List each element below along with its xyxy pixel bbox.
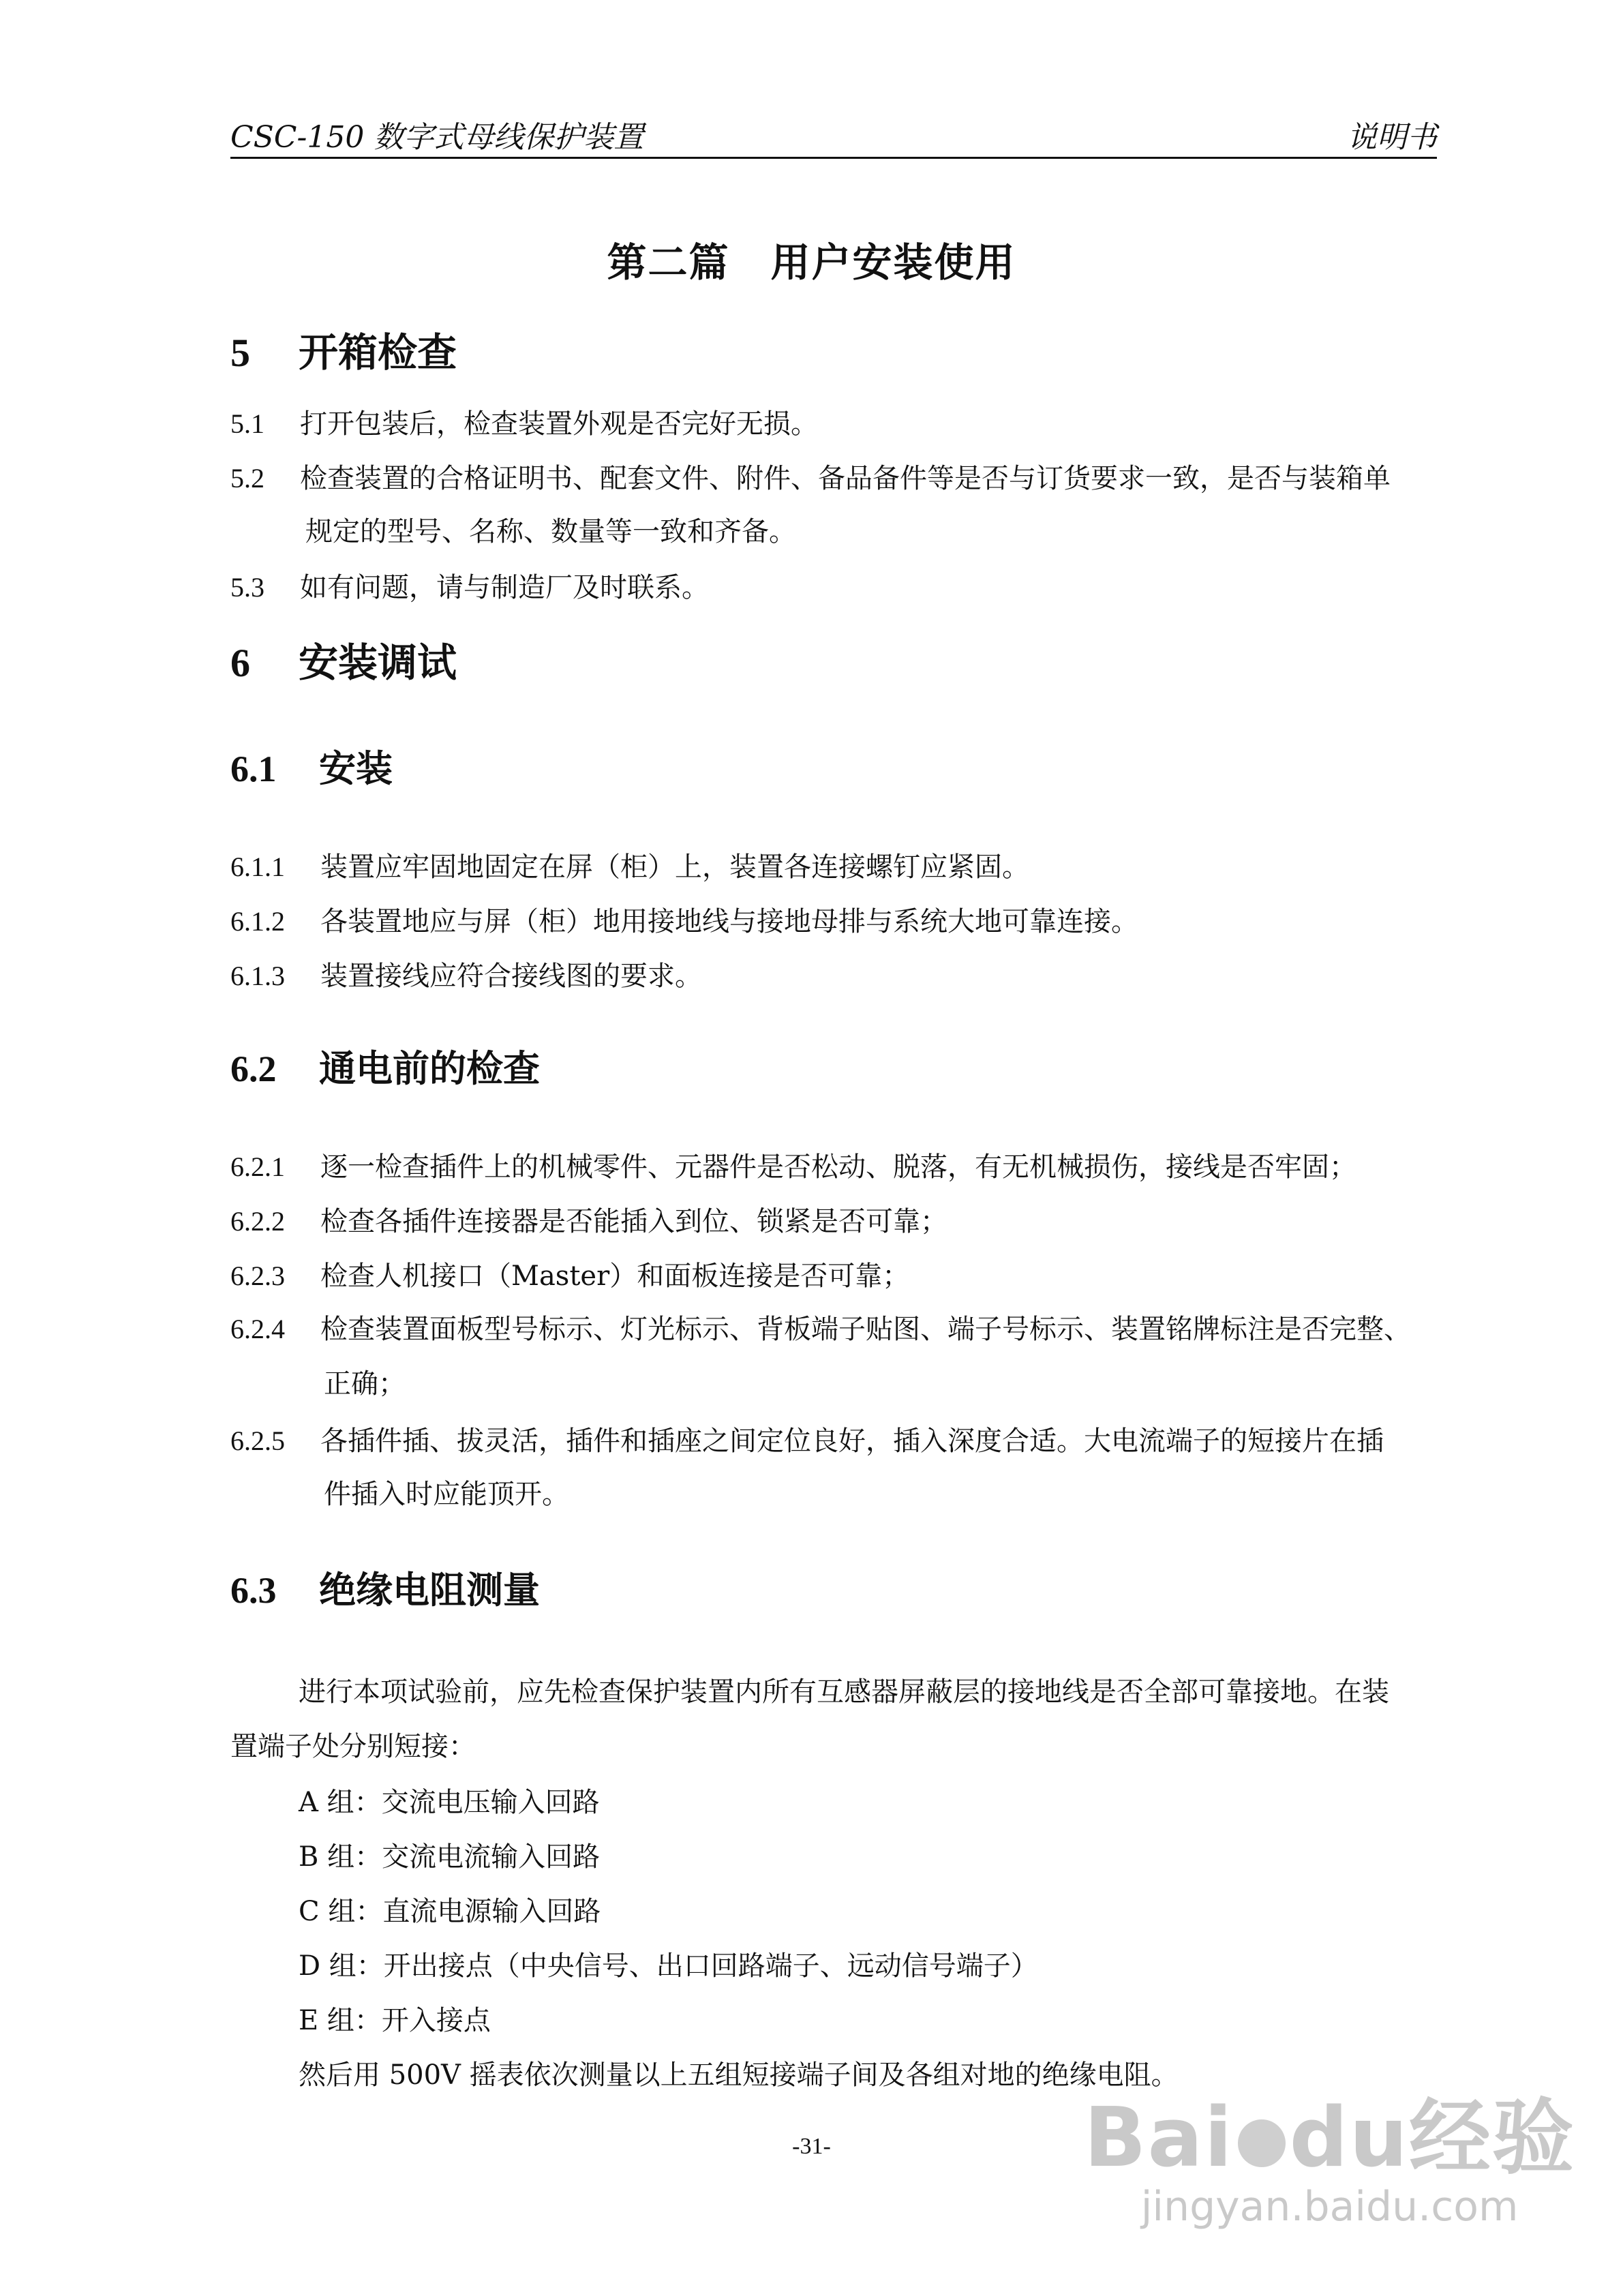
group-e: E 组：开入接点 [299,2005,491,2036]
group-a: A 组：交流电压输入回路 [299,1787,600,1818]
part-title-number: 第二篇 [607,239,730,286]
item-6-2-3: 6.2.3 检查人机接口（Master）和面板连接是否可靠； [230,1260,910,1292]
item-6-1-1: 6.1.1 装置应牢固地固定在屏（柜）上，装置各连接螺钉应紧固。 [230,851,1029,883]
item-5-2: 5.2 检查装置的合格证明书、配套文件、附件、备品备件等是否与订货要求一致，是否与装箱单 [230,463,1391,494]
item-6-2-5-continuation: 件插入时应能顶开。 [324,1479,569,1510]
section-6-2-title: 通电前的检查 [319,1047,540,1090]
item-6-2-5: 6.2.5 各插件插、拔灵活，插件和插座之间定位良好，插入深度合适。大电流端子的短接片在插 [230,1425,1384,1457]
item-6-2-4: 6.2.4 检查装置面板型号标示、灯光标示、背板端子贴图、端子号标示、装置铭牌标注是否完整、 [230,1314,1411,1345]
paragraph-6-3-conclusion: 然后用 500V 摇表依次测量以上五组短接端子间及各组对地的绝缘电阻。 [299,2059,1179,2091]
item-5-2-continuation: 规定的型号、名称、数量等一致和齐备。 [305,516,796,547]
part-title [0,230,1623,288]
header-rule [230,157,1437,159]
watermark-logo: Bai du经验 [1084,2091,1575,2186]
running-header-doc-type: 说明书 [1347,120,1437,155]
section-6-title: 安装调试 [299,639,457,686]
paw-icon [1238,2119,1286,2167]
section-6-heading: 6 安装调试 [230,639,457,686]
paragraph-6-3-line-1: 进行本项试验前，应先检查保护装置内所有互感器屏蔽层的接地线是否全部可靠接地。在装 [299,1676,1389,1708]
item-6-1-3: 6.1.3 装置接线应符合接线图的要求。 [230,961,702,992]
group-d: D 组：开出接点（中央信号、出口回路端子、远动信号端子） [299,1950,1038,1982]
group-c: C 组：直流电源输入回路 [299,1896,601,1927]
item-6-2-2: 6.2.2 检查各插件连接器是否能插入到位、锁紧是否可靠； [230,1206,947,1237]
item-5-3: 5.3 如有问题，请与制造厂及时联系。 [230,572,709,603]
part-title-text: 用户安装使用 [770,239,1016,286]
page-number: -31- [792,2134,831,2159]
section-6-2-heading: 6.2 通电前的检查 [230,1047,540,1090]
section-5-title: 开箱检查 [299,329,457,376]
baidu-jingyan-watermark [1084,2072,1575,2231]
item-6-2-1: 6.2.1 逐一检查插件上的机械零件、元器件是否松动、脱落，有无机械损伤，接线是否牢固； [230,1151,1356,1183]
section-6-3-heading: 6.3 绝缘电阻测量 [230,1569,540,1612]
watermark-url: jingyan.baidu.com [1140,2183,1519,2231]
item-6-1-2: 6.1.2 各装置地应与屏（柜）地用接地线与接地母排与系统大地可靠连接。 [230,906,1138,937]
item-6-2-4-continuation: 正确； [324,1368,406,1400]
section-6-1-heading: 6.1 安装 [230,747,393,790]
section-6-1-title: 安装 [319,747,393,790]
paragraph-6-3-line-2: 置端子处分别短接： [230,1731,476,1762]
running-header-title: CSC-150 数字式母线保护装置 [230,120,644,155]
section-5-heading: 5 开箱检查 [230,329,457,376]
group-b: B 组：交流电流输入回路 [299,1841,601,1873]
section-6-3-title: 绝缘电阻测量 [319,1569,540,1612]
item-5-1: 5.1 打开包装后，检查装置外观是否完好无损。 [230,408,818,440]
